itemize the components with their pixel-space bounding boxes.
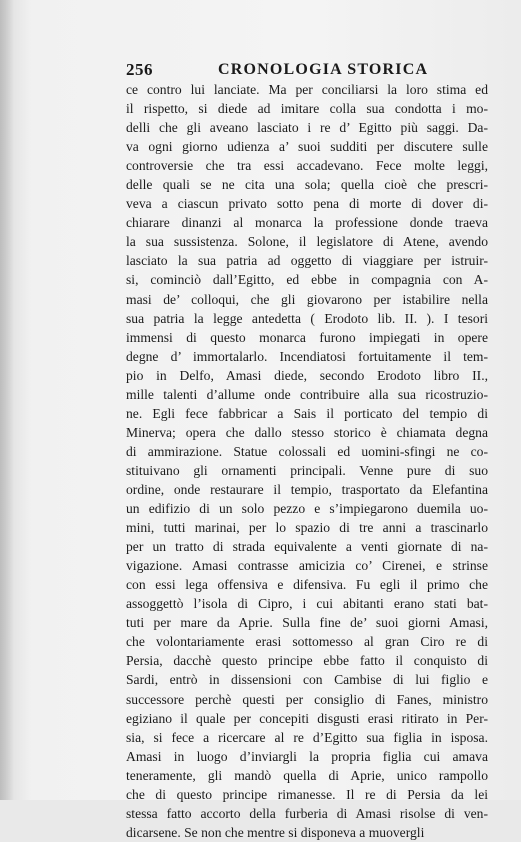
text-line: che di questo principe rimanesse. Il re di Persia da lei	[126, 786, 488, 802]
binding-shadow	[0, 0, 14, 800]
text-line: immensi di questo monarca furono impiegati in opere	[126, 329, 488, 345]
text-line: di ammirazione. Statue colossali ed uomini-sfingi ne co-	[126, 443, 488, 459]
text-line: Persia, dacchè questo principe ebbe fatto il conquisto di	[126, 653, 488, 669]
text-line: per un tratto di strada equivalente a venti giornate di na-	[126, 539, 488, 555]
text-line: Sardi, entrò in dissensioni con Cambise di lui figlio e	[126, 672, 488, 688]
text-line: controversie che tra essi accadevano. Fece molte leggi,	[126, 158, 488, 174]
text-line: ce contro lui lanciate. Ma per conciliarsi la loro stima ed	[126, 82, 488, 97]
text-line: masi de’ colloqui, che gli giovarono per istabilire nella	[126, 291, 488, 307]
text-line: ne. Egli fece fabbricar a Sais il porticato del tempio di	[126, 405, 488, 421]
text-line: mille talenti d’allume onde contribuire alla sua ricostruzio-	[126, 386, 488, 402]
text-line: tuti per mare da Aprie. Sulla fine de’ suoi giorni Amasi,	[126, 615, 488, 631]
text-line: Amasi in luogo d’inviargli la propria figlia cui amava	[126, 748, 488, 764]
text-line: dicarsene. Se non che mentre si disponeva a muovergli	[126, 824, 425, 840]
text-line: stessa fatto accorto della furberia di Amasi risolse di ven-	[126, 805, 488, 821]
text-line: degne d’ immortalarlo. Incendiatosi fortuitamente il tem-	[126, 348, 488, 364]
text-line: veva a ciascun privato sotto pena di morte di dover di-	[126, 196, 488, 212]
text-line: teneramente, gli mandò quella di Aprie, unico rampollo	[126, 767, 488, 783]
text-line: ordine, onde restaurare il tempio, trasportato da Elefantina	[126, 481, 488, 497]
text-line: mini, tutti marinai, per lo spazio di tre anni a trascinarlo	[126, 520, 488, 536]
text-line: assoggettò l’isola di Cipro, i cui abitanti erano stati bat-	[126, 596, 488, 612]
text-line: Minerva; opera che dallo stesso storico è chiamata degna	[126, 424, 488, 440]
text-line: chiarare dinanzi al monarca la professione donde traeva	[126, 215, 488, 231]
text-line: va ogni giorno udienza a’ suoi sudditi per discutere sulle	[126, 139, 488, 155]
running-title: CRONOLOGIA STORICA	[218, 61, 429, 78]
text-line: che volontariamente erasi sottomesso al gran Ciro re di	[126, 634, 488, 650]
text-line: pio in Delfo, Amasi diede, secondo Erodoto libro II.,	[126, 367, 488, 383]
text-line: il rispetto, si diede ad imitare colla sua condotta i mo-	[126, 101, 488, 117]
text-line: la sua sussistenza. Solone, il legislatore di Atene, avendo	[126, 234, 488, 250]
text-line: un edifizio di un solo pezzo e s’impiegarono duemila uo-	[126, 501, 488, 517]
body-text	[126, 80, 488, 842]
text-line: successore perchè questi per consiglio di Fanes, ministro	[126, 691, 488, 707]
text-line: delle quali se ne cita una sola; quella cioè che prescri-	[126, 177, 488, 193]
page-number: 256	[126, 60, 153, 79]
text-line: stituivano gli ornamenti principali. Venne pure di suo	[126, 462, 488, 478]
text-line: egiziano il quale per concepiti disgusti erasi ritirato in Per-	[126, 710, 488, 726]
text-line: lasciato la sua patria ad oggetto di viaggiare per istruir-	[126, 253, 488, 269]
text-line: sua patria la legge antedetta ( Erodoto lib. II. ). I tesori	[126, 310, 488, 326]
page-header	[126, 60, 486, 80]
text-line: con essi lega offensiva e difensiva. Fu egli il primo che	[126, 577, 488, 593]
text-line: si, cominciò dall’Egitto, ed ebbe in compagnia con A-	[126, 272, 488, 288]
text-line: vigazione. Amasi contrasse amicizia co’ Cirenei, e strinse	[126, 558, 488, 574]
text-line: sia, si fece a ricercare al re d’Egitto sua figlia in isposa.	[126, 729, 488, 745]
text-line: delli che gli aveano lasciato i re d’ Egitto più saggi. Da-	[126, 120, 488, 136]
